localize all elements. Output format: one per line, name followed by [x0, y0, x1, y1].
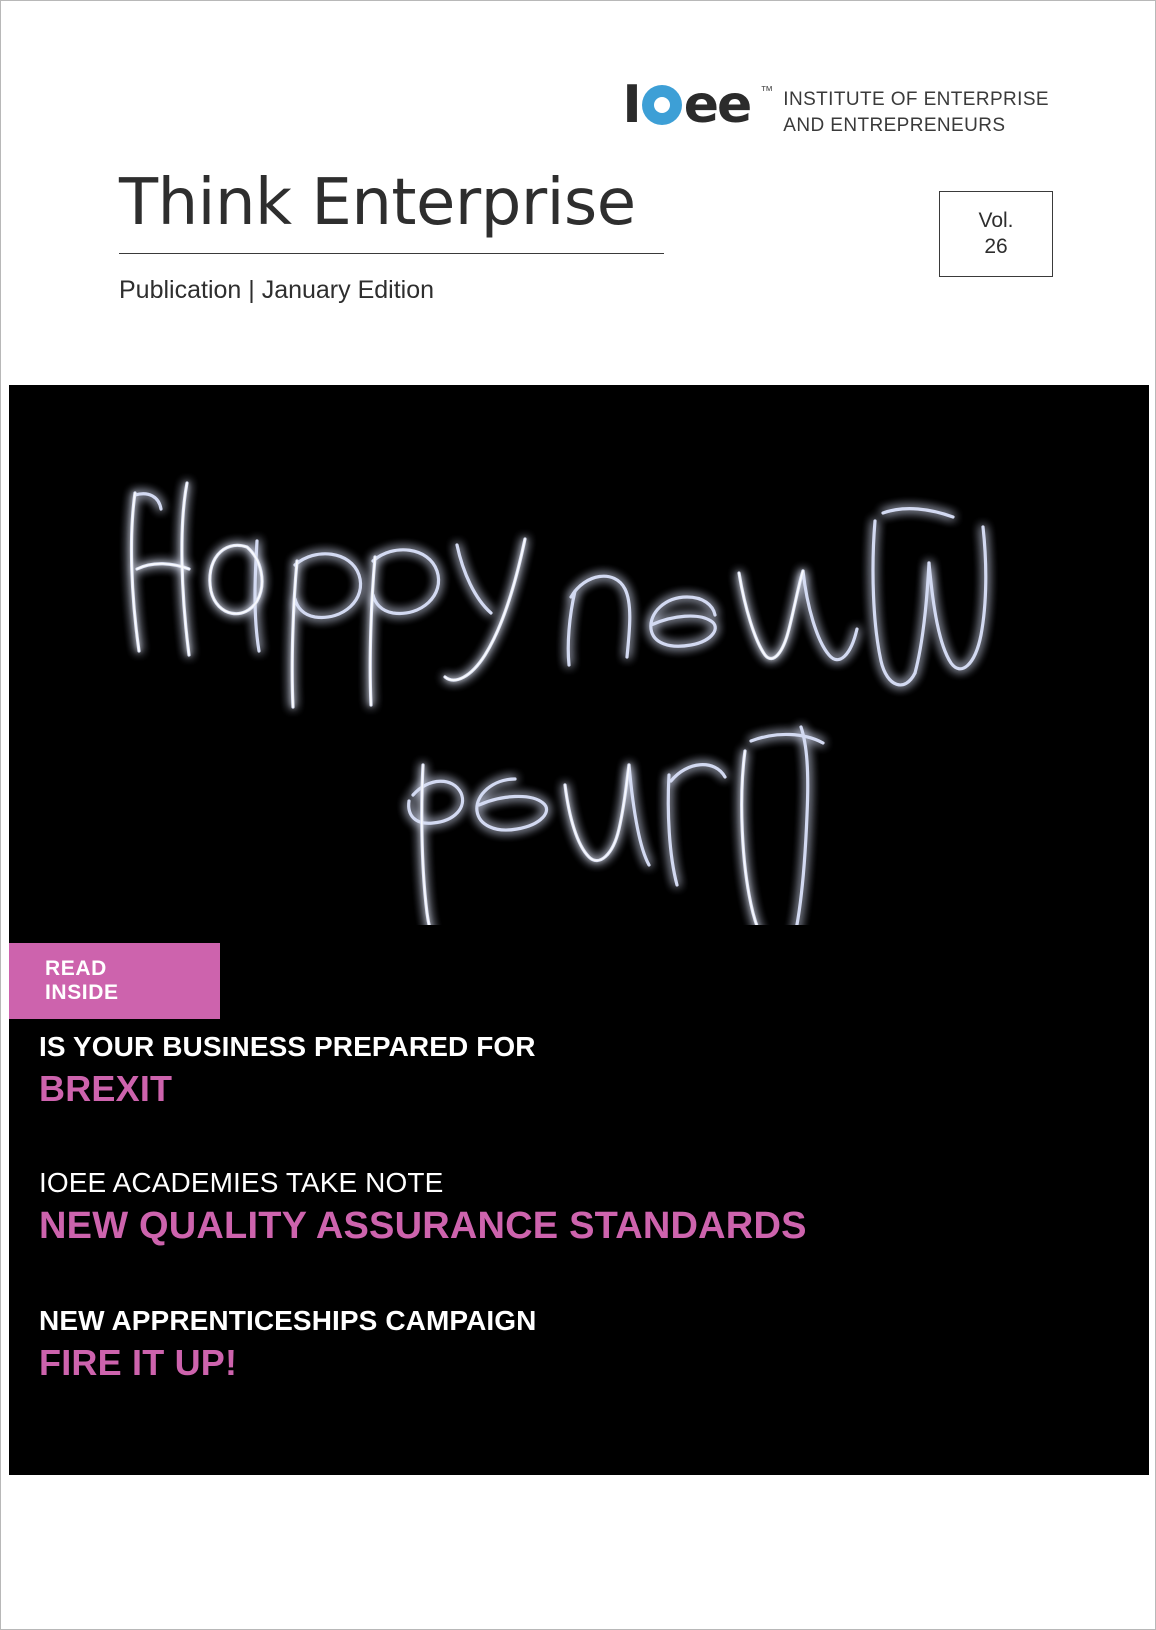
cover-header [9, 9, 1149, 381]
volume-badge [939, 191, 1053, 277]
ioee-logo [622, 75, 1049, 138]
cover-footer-band [9, 1475, 1149, 1623]
read-inside-badge: READ INSIDE [9, 943, 220, 1019]
volume-number: 26 [984, 235, 1008, 258]
headline-title: FIRE IT UP! [39, 1342, 238, 1384]
logo-letters-ee: ee [683, 75, 751, 135]
read-inside-list [39, 1030, 1039, 1441]
light-writing-graphic [9, 465, 1149, 925]
brand-name-line-1: INSTITUTE OF ENTERPRISE [783, 89, 1049, 110]
trademark-symbol: ™ [760, 83, 774, 98]
volume-label: Vol. [978, 208, 1014, 232]
headline-kicker: NEW APPRENTICESHIPS CAMPAIGN [39, 1305, 537, 1337]
publication-subtitle: Publication | January Edition [119, 276, 435, 304]
cover-hero-image [9, 385, 1149, 1475]
headline-title: NEW QUALITY ASSURANCE STANDARDS [39, 1204, 807, 1247]
list-item[interactable] [39, 1304, 1039, 1384]
masthead [119, 166, 679, 305]
headline-title: BREXIT [39, 1067, 173, 1109]
logo-letter-o-circle [642, 85, 682, 125]
brand-name-line-2: AND ENTREPRENEURS [783, 114, 1006, 136]
list-item[interactable] [39, 1030, 1039, 1110]
list-item[interactable] [39, 1166, 1039, 1248]
headline-kicker: IOEE ACADEMIES TAKE NOTE [39, 1167, 444, 1199]
light-writing-svg [9, 465, 1149, 925]
headline-kicker: IS YOUR BUSINESS PREPARED FOR [39, 1031, 536, 1062]
logo-wordmark [622, 75, 751, 135]
logo-letter-i: I [622, 75, 640, 135]
masthead-divider [119, 253, 664, 254]
brand-name [783, 79, 1049, 138]
page-title: Think Enterprise [119, 166, 636, 240]
